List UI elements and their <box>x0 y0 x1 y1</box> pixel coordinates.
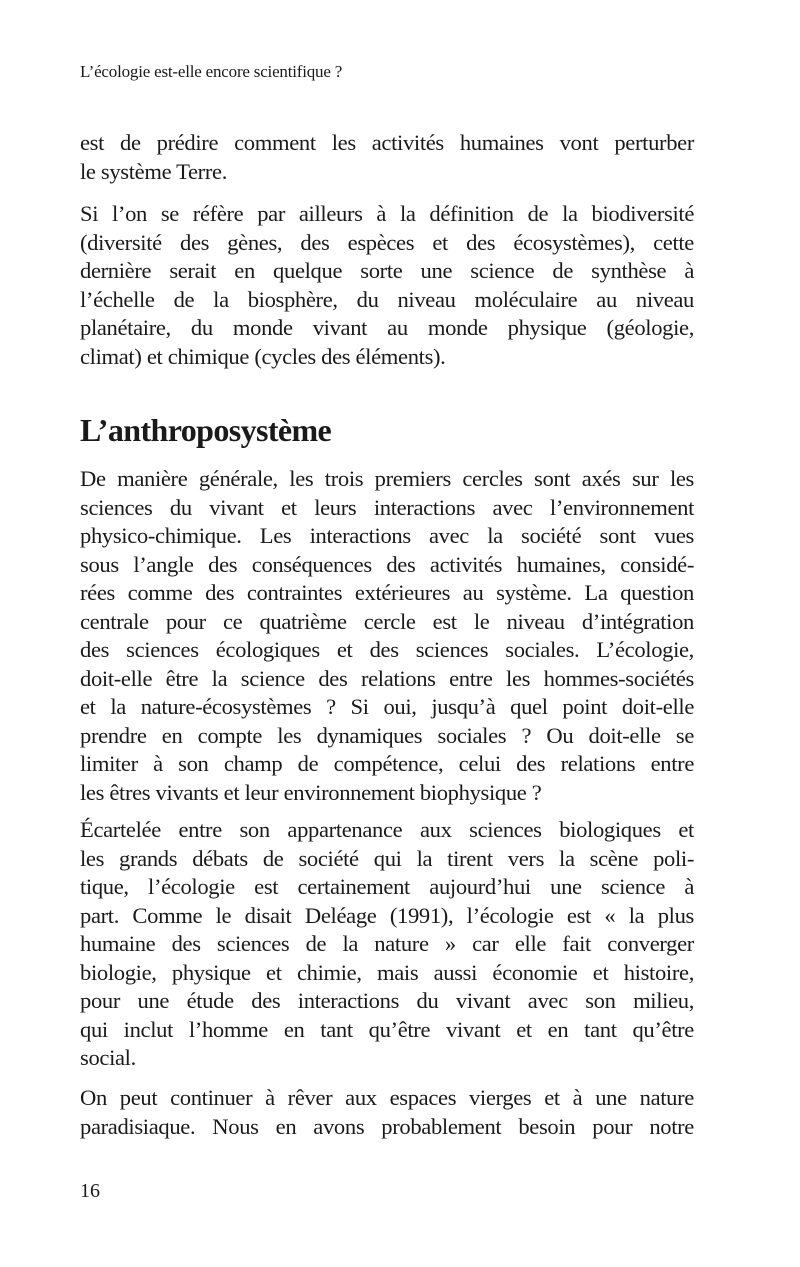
text-line: prendre en compte les dynamiques sociales ? Ou doit-elle se <box>80 722 694 748</box>
text-line: planétaire, du monde vivant au monde physique (géologie, <box>80 315 694 340</box>
text-line: part. Comme le disait Deléage (1991), l’écologie est « la plus <box>80 902 694 928</box>
text-line: des sciences écologiques et des sciences sociales. L’écologie, <box>80 637 694 662</box>
text-line: tique, l’écologie est certainement aujourd’hui une science à <box>80 874 694 899</box>
text-line: social. <box>80 1045 136 1070</box>
text-line: Si l’on se réfère par ailleurs à la définition de la biodiversité <box>80 201 694 226</box>
running-header: L’écologie est-elle encore scientifique ? <box>80 62 343 81</box>
page-number: 16 <box>80 1180 100 1202</box>
text-line: pour une étude des interactions du vivant avec son milieu, <box>80 988 694 1013</box>
text-line: Écartelée entre son appartenance aux sciences biologiques et <box>80 817 694 842</box>
text-line: et la nature-écosystèmes ? Si oui, jusqu’à quel point doit-elle <box>80 694 694 719</box>
paragraph-intro-2 <box>80 200 694 371</box>
text-line: sous l’angle des conséquences des activités humaines, considé- <box>80 551 694 577</box>
section-paragraph-1 <box>80 465 694 807</box>
section-paragraph-3 <box>80 1084 694 1141</box>
text-line: centrale pour ce quatrième cercle est le niveau d’intégration <box>80 608 694 634</box>
text-line: rées comme des contraintes extérieures au système. La question <box>80 580 694 605</box>
text-line: doit-elle être la science des relations entre les hommes-sociétés <box>80 665 694 691</box>
text-line: humaine des sciences de la nature » car elle fait converger <box>80 931 694 956</box>
text-line: les êtres vivants et leur environnement biophysique ? <box>80 779 542 805</box>
text-line: l’échelle de la biosphère, du niveau moléculaire au niveau <box>80 286 694 312</box>
text-line: paradisiaque. Nous en avons probablement besoin pour notre <box>80 1113 694 1139</box>
text-line: sciences du vivant et leurs interactions avec l’environnement <box>80 494 694 520</box>
text-line: dernière serait en quelque sorte une science de synthèse à <box>80 258 694 283</box>
text-line: (diversité des gènes, des espèces et des écosystèmes), cette <box>80 229 694 255</box>
section-paragraph-2 <box>80 816 694 1073</box>
text-line: climat) et chimique (cycles des éléments). <box>80 343 446 369</box>
paragraph-intro-1 <box>80 129 694 186</box>
text-line: les grands débats de société qui la tirent vers la scène poli- <box>80 845 694 871</box>
text-line: qui inclut l’homme en tant qu’être vivant et en tant qu’être <box>80 1016 694 1042</box>
text-line: le système Terre. <box>80 158 228 184</box>
section-heading: L’anthroposystème <box>80 412 332 448</box>
text-line: limiter à son champ de compétence, celui des relations entre <box>80 751 694 776</box>
text-line: physico-chimique. Les interactions avec la société sont vues <box>80 523 694 548</box>
text-line: biologie, physique et chimie, mais aussi économie et histoire, <box>80 959 694 985</box>
text-line: De manière générale, les trois premiers cercles sont axés sur les <box>80 466 694 491</box>
text-line: On peut continuer à rêver aux espaces vierges et à une nature <box>80 1085 694 1110</box>
text-line: est de prédire comment les activités humaines vont perturber <box>80 130 694 155</box>
